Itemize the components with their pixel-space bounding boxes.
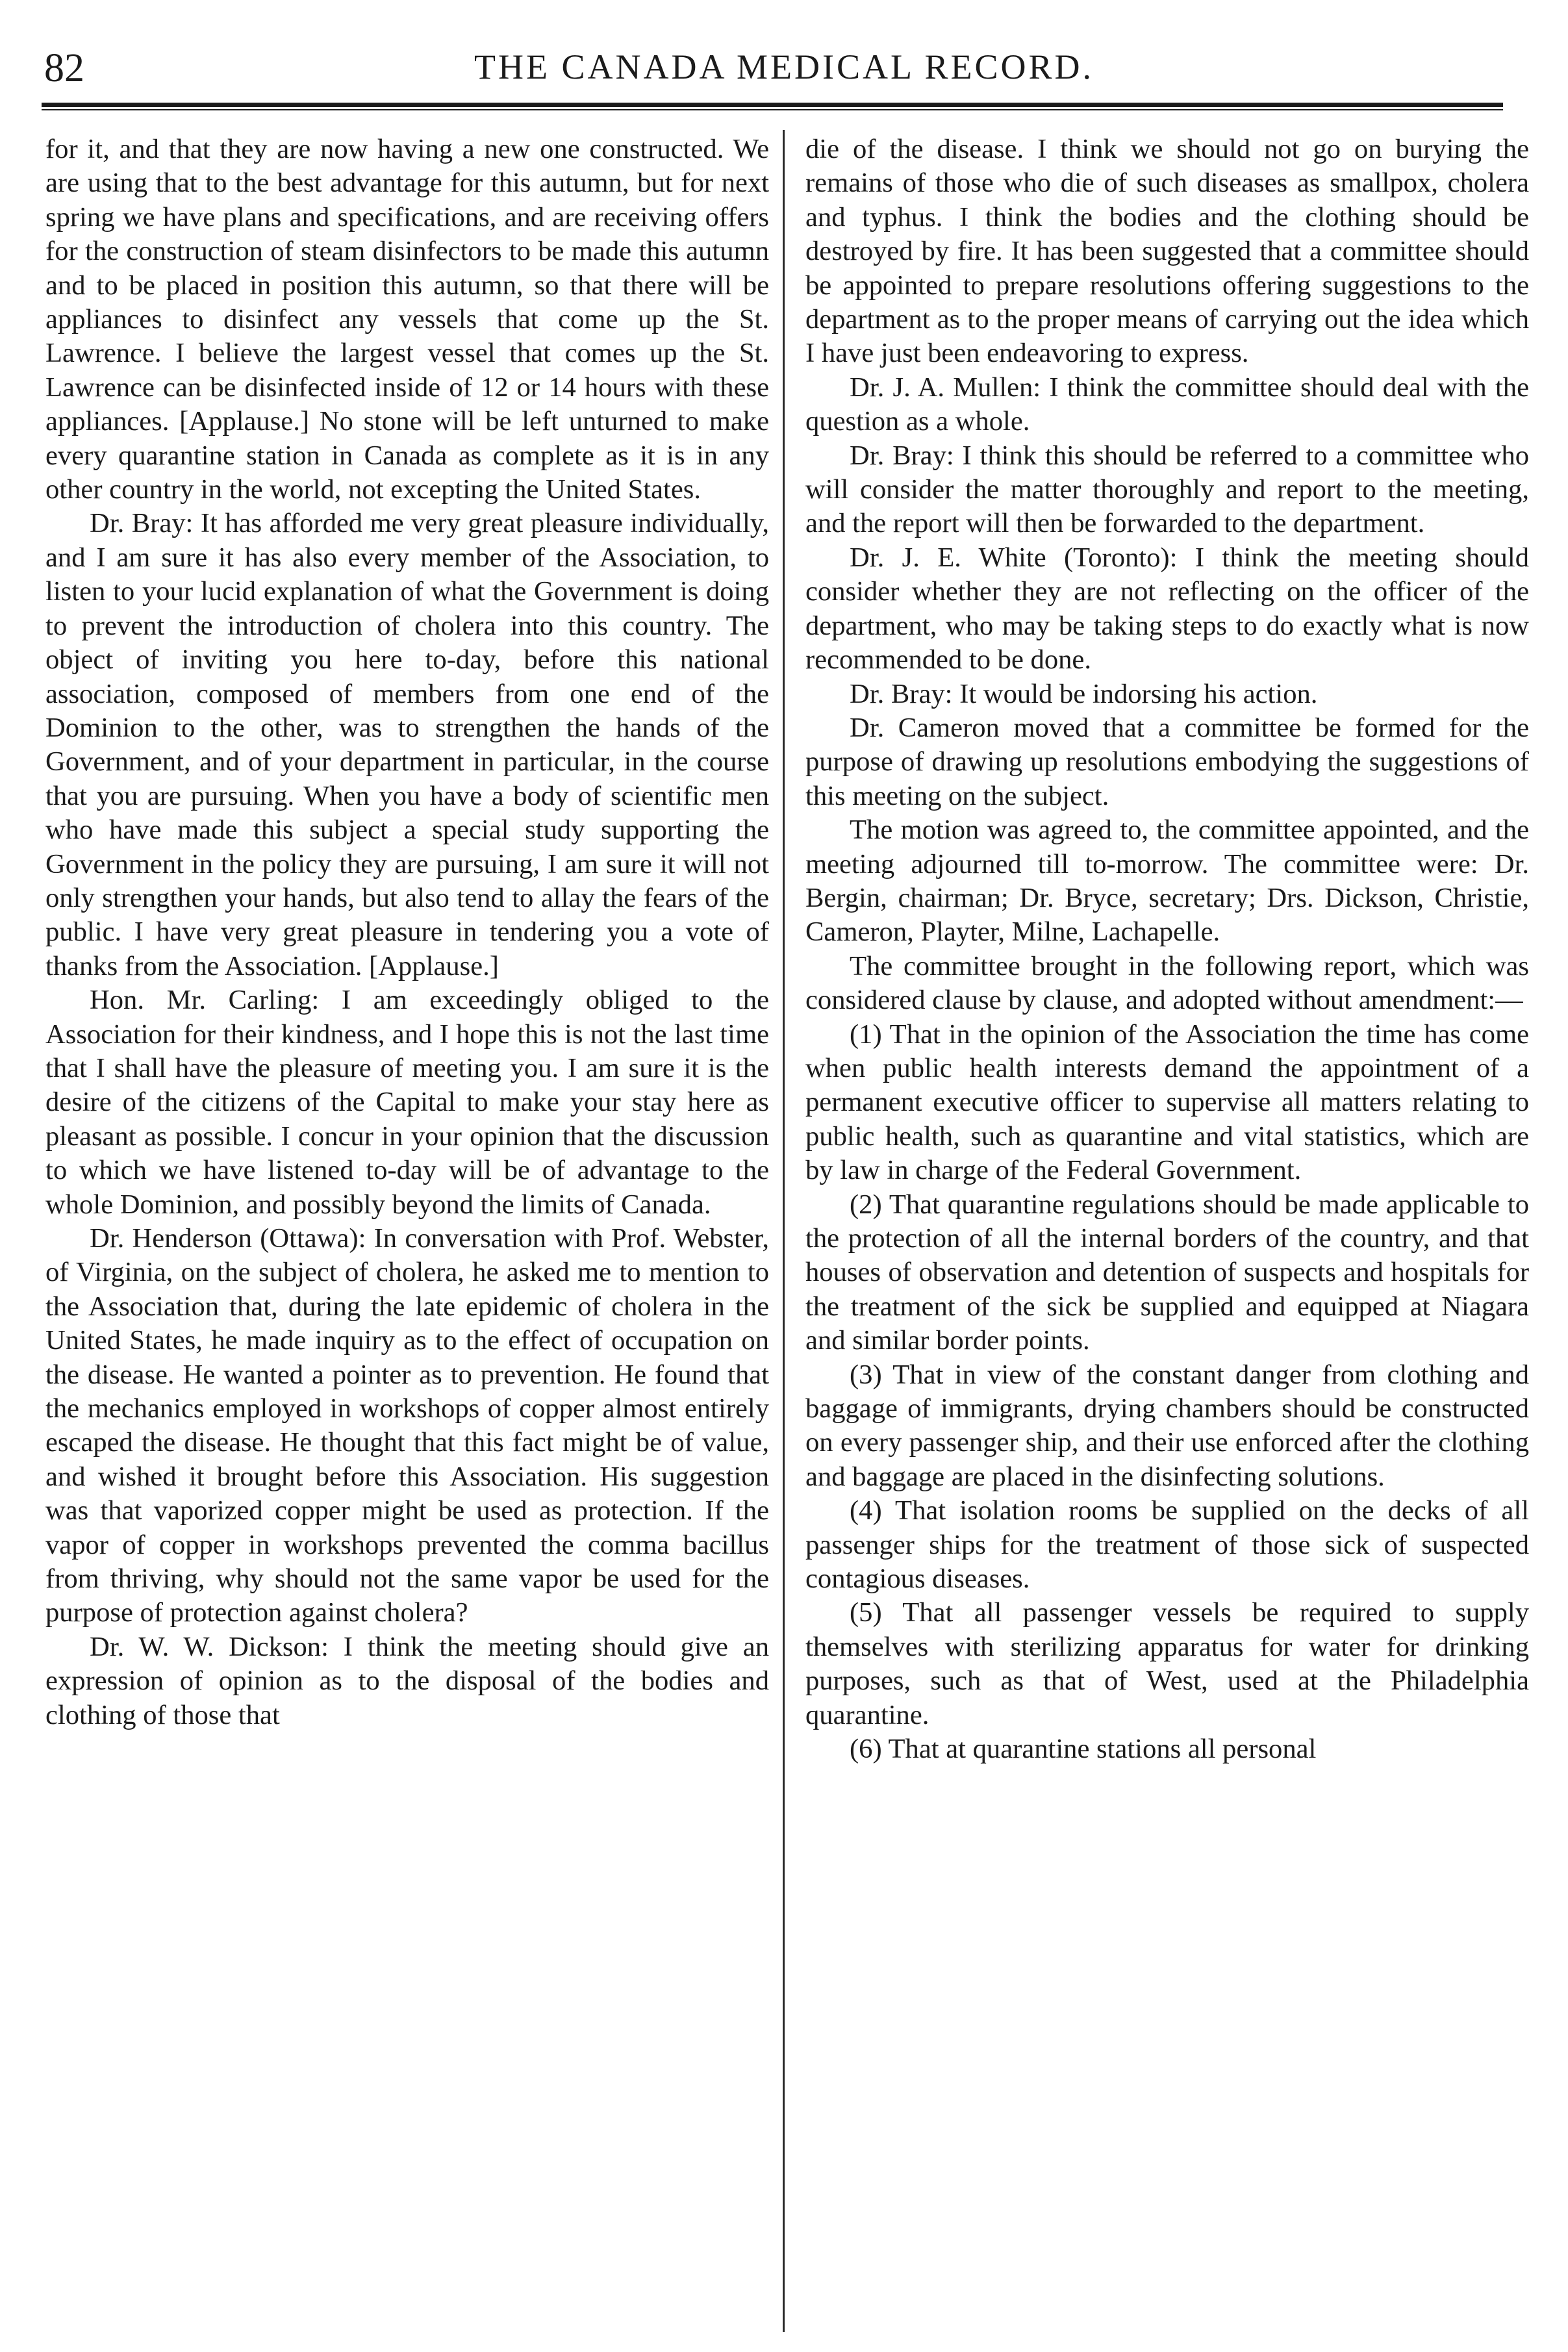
- resolution-clause: (2) That quarantine regulations should be made applicable to the protection of all the internal borders of the country, and that houses of observation and detention of suspects and hospitals for the treatment of the sick be supplied and equipped at Niagara and similar border points.: [805, 1189, 1529, 1356]
- paragraph: Dr. Henderson (Ottawa): In conversation with Prof. Webster, of Virginia, on the subject of cholera, he asked me to mention to the Association that, during the late epidemic of cholera in the United States, he made inquiry as to the effect of occupation on the disease. He wanted a pointer as to prevention. He found that the mechanics employed in workshops of copper almost entirely escaped the disease. He thought that this fact might be of value, and wished it brought before this Association. His suggestion was that vaporized copper might be used as protection. If the vapor of copper in workshops prevented the comma bacillus from thriving, why should not the same vapor be used for the purpose of protection against cholera?: [45, 1223, 769, 1628]
- resolution-clause: (4) That isolation rooms be supplied on the decks of all passenger ships for the treatment of those sick of suspected contagious diseases.: [805, 1495, 1529, 1595]
- header-rule-thin: [42, 109, 1503, 110]
- paragraph: Dr. Cameron moved that a committee be formed for the purpose of drawing up resolutions embodying the suggestions of this meeting on the subject.: [805, 712, 1529, 811]
- paragraph: Dr. J. A. Mullen: I think the committee should deal with the question as a whole.: [805, 372, 1529, 437]
- resolution-clause: (6) That at quarantine stations all personal: [850, 1734, 1317, 1765]
- right-column: [805, 133, 1529, 1767]
- paragraph: die of the disease. I think we should not go on burying the remains of those who die of such diseases as smallpox, cholera and typhus. I think the bodies and the clothing should be destroyed by fire. It has been suggested that a committee should be appointed to prepare resolutions offering suggestions to the department as to the proper means of carrying out the idea which I have just been endeavoring to express.: [805, 134, 1529, 369]
- running-head: THE CANADA MEDICAL RECORD.: [474, 47, 1094, 86]
- header-rule: [42, 103, 1503, 107]
- paragraph: Dr. Bray: I think this should be referred to a committee who will consider the matter thoroughly and report to the meeting, and the report will then be forwarded to the department.: [805, 440, 1529, 539]
- resolution-clause: (3) That in view of the constant danger from clothing and baggage of immigrants, drying chambers should be constructed on every passenger ship, and their use enforced after the clothing and baggage are placed in the disinfecting solutions.: [805, 1359, 1529, 1492]
- paragraph: The committee brought in the following report, which was considered clause by clause, and adopted without amendment:—: [805, 950, 1529, 1016]
- paragraph: Dr. Bray: It has afforded me very great pleasure individually, and I am sure it has also every member of the Association, to listen to your lucid explanation of what the Government is doing to prevent the introduction of cholera into this country. The object of inviting you here to-day, before this national association, composed of members from one end of the Dominion to the other, was to strengthen the hands of the Government, and of your department in particular, in the course that you are pursuing. When you have a body of scientific men who have made this subject a special study supporting the Government in the policy they are pursuing, I am sure it will not only strengthen your hands, but also tend to allay the fears of the public. I have very great pleasure in tendering you a vote of thanks from the Association. [Applause.]: [45, 508, 769, 981]
- left-column: [45, 133, 769, 1732]
- paragraph: for it, and that they are now having a new one constructed. We are using that to the best advantage for this autumn, but for next spring we have plans and specifications, and are receiving offers for the construction of steam disinfectors to be made this autumn and to be placed in position this autumn, so that there will be appliances to disinfect any vessels that come up the St. Lawrence. I believe the largest vessel that comes up the St. Lawrence can be disinfected inside of 12 or 14 hours with these appliances. [Applause.] No stone will be left unturned to make every quarantine station in Canada as complete as it is in any other country in the world, not excepting the United States.: [45, 134, 769, 505]
- paragraph: Dr. W. W. Dickson: I think the meeting should give an expression of opinion as to the disposal of the bodies and clothing of those that: [45, 1631, 769, 1730]
- resolution-clause: (1) That in the opinion of the Association the time has come when public health interests demand the appointment of a permanent executive officer to supervise all matters relating to public health, such as quarantine and vital statistics, which are by law in charge of the Federal Government.: [805, 1018, 1529, 1186]
- column-divider: [783, 130, 785, 2332]
- paragraph: The motion was agreed to, the committee appointed, and the meeting adjourned till to-morrow. The committee were: Dr. Bergin, chairman; Dr. Bryce, secretary; Drs. Dickson, Christie, Cameron, Playter, Milne, Lachapelle.: [805, 815, 1529, 948]
- paragraph: Hon. Mr. Carling: I am exceedingly obliged to the Association for their kindness, and I hope this is not the last time that I shall have the pleasure of meeting you. I am sure it is the desire of the citizens of the Capital to make your stay here as pleasant as possible. I concur in your opinion that the discussion to which we have listened to-day will be of advantage to the whole Dominion, and possibly beyond the limits of Canada.: [45, 985, 769, 1220]
- page-number: 82: [44, 46, 84, 90]
- paragraph: Dr. Bray: It would be indorsing his action.: [850, 678, 1318, 709]
- paragraph: Dr. J. E. White (Toronto): I think the meeting should consider whether they are not reflecting on the officer of the department, who may be taking steps to do exactly what is now recommended to be done.: [805, 542, 1529, 676]
- resolution-clause: (5) That all passenger vessels be required to supply themselves with sterilizing apparatus for water for drinking purposes, such as that of West, used at the Philadelphia quarantine.: [805, 1597, 1529, 1730]
